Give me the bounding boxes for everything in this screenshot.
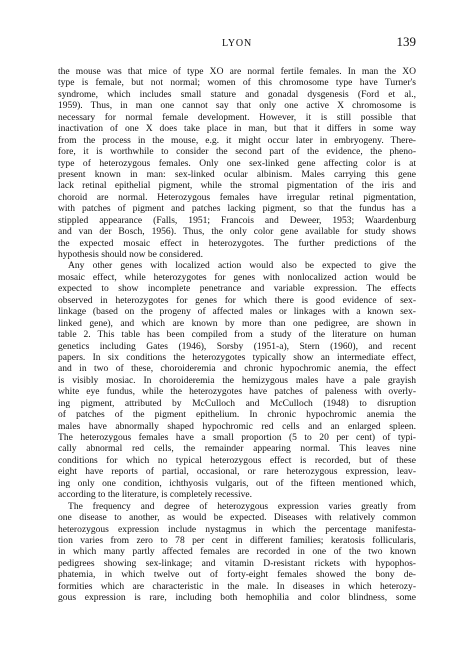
text-line: expected to show incomplete penetrance and variable expression. The effects (58, 283, 416, 295)
text-line: linked gene), and which are known by more than one pedigree, are shown in (58, 317, 416, 329)
text-line: hypothesis should now be considered. (58, 249, 204, 260)
paragraph-1 (58, 66, 416, 260)
text-line: formities which are characteristic in the male. In diseases in which heterozy- (58, 580, 416, 592)
text-line: fore, it is worthwhile to consider the second part of the evidence, the pheno- (58, 146, 416, 158)
text-line: males have abnormally shaped hypochromic red cells and an enlarged spleen. (58, 420, 416, 432)
text-line: type is female, but not normal; women of this chromosome type have Turner's (58, 77, 416, 89)
text-line: according to the literature, is completely recessive. (58, 489, 253, 501)
text-line: tion varies from zero to 78 per cent in different families; keratosis follicularis, (58, 534, 416, 546)
text-line: inactivation of one X does take place in man, but that it differs in some way (58, 123, 416, 135)
page-number: 139 (396, 34, 416, 49)
text-line: stippled appearance (Falls, 1951; Francois and Deweer, 1953; Waardenburg (58, 214, 416, 226)
text-line: and van der Bosch, 1956). Thus, the only color gene available for study shows (58, 226, 416, 238)
text-line: The heterozygous females have a small proportion (5 to 20 per cent) of typi- (58, 432, 416, 443)
text-line: observed in heterozygotes for genes for which there is good evidence of sex- (58, 294, 416, 306)
text-line: is visibly mosiac. In choroideremia the hemizygous males have a pale grayish (58, 374, 416, 386)
text-line: type of heterozygous females. Only one sex-linked gene affecting color is at (58, 157, 416, 169)
text-line: choroid are normal. Heterozygous females have irregular retinal pigmentation, (58, 191, 416, 203)
paragraph-2 (58, 260, 416, 500)
text-line: mosaic effect, while heterozygotes for genes with nonlocalized action would be (58, 271, 416, 283)
text-line: white eye fundus, while the heterozygotes have patches of paleness with overly- (58, 386, 416, 398)
text-line: phatemia, in which twelve out of forty-eight females showed the bony de- (58, 569, 416, 581)
text-line: in which many partly affected females are recorded in one of the two known (58, 546, 416, 558)
text-line: the expected mosaic effect in heterozygotes. The further predictions of the (58, 237, 416, 249)
text-line: genetics including Gates (1946), Sorsby (1951-a), Stern (1960), and recent (58, 340, 416, 352)
text-line: cally abnormal red cells, the remainder appearing normal. This leaves nine (58, 443, 416, 455)
text-line: ing pigment, attributed by McCulloch and McCulloch (1948) to disruption (58, 397, 416, 409)
text-line: lack retinal epithelial pigment, while the stromal pigmentation of the iris and (58, 180, 416, 192)
text-line: the mouse was that mice of type XO are normal fertile females. In man the XO (58, 66, 416, 77)
text-line: one disease to another, as would be expected. Diseases with relatively common (58, 512, 416, 524)
text-line: The frequency and degree of heterozygous expression varies greatly from (68, 500, 416, 512)
text-line: gous expression is rare, including both hemophilia and color blindness, some (58, 592, 416, 604)
body-text (58, 66, 416, 604)
running-head (58, 34, 416, 50)
text-line: pedigrees showing sex-linkage; and vitamin D-resistant rickets with hypophos- (58, 557, 416, 569)
text-line: heterozygous expression include nystagmus in which the percentage manifesta- (58, 523, 416, 535)
text-line: linkage (based on the progeny of affected males or linkages with a known sex- (58, 306, 416, 318)
text-line: with patches of pigment and patches lacking pigment, so that the fundus has a (58, 203, 416, 215)
text-line: Any other genes with localized action would also be expected to give the (68, 260, 416, 272)
text-line: ing only one condition, ichthyosis vulgaris, out of the fifteen mentioned which, (58, 477, 416, 489)
text-line: eight have reports of partial, occasional, or rare heterozygous expression, leav- (58, 466, 416, 478)
text-line: syndrome, which includes small stature and gonadal dysgenesis (Ford et al., (58, 88, 416, 100)
running-title: LYON (222, 38, 252, 49)
text-line: from the process in the mouse, e.g. it might occur later in embryogeny. There- (58, 134, 416, 146)
text-line: of patches of the pigment epithelium. In chronic hypochromic anemia the (58, 409, 416, 421)
paragraph-3 (58, 501, 416, 604)
text-line: present known in man: sex-linked ocular albinism. Males carrying this gene (58, 168, 416, 180)
text-line: necessary for normal female development. However, it is still possible that (58, 111, 416, 123)
text-line: table 2. This table has been compiled from a study of the literature on human (58, 329, 416, 341)
text-line: 1959). Thus, in man one cannot say that only one active X chromosome is (58, 100, 416, 112)
text-line: and in two of these, choroideremia and chronic hypochromic anemia, the effect (58, 363, 416, 375)
text-line: papers. In six conditions the heterozygotes typically show an intermediate effect, (58, 351, 416, 363)
text-line: conditions for which no typical heterozygous effect is recorded, but of these (58, 454, 416, 466)
